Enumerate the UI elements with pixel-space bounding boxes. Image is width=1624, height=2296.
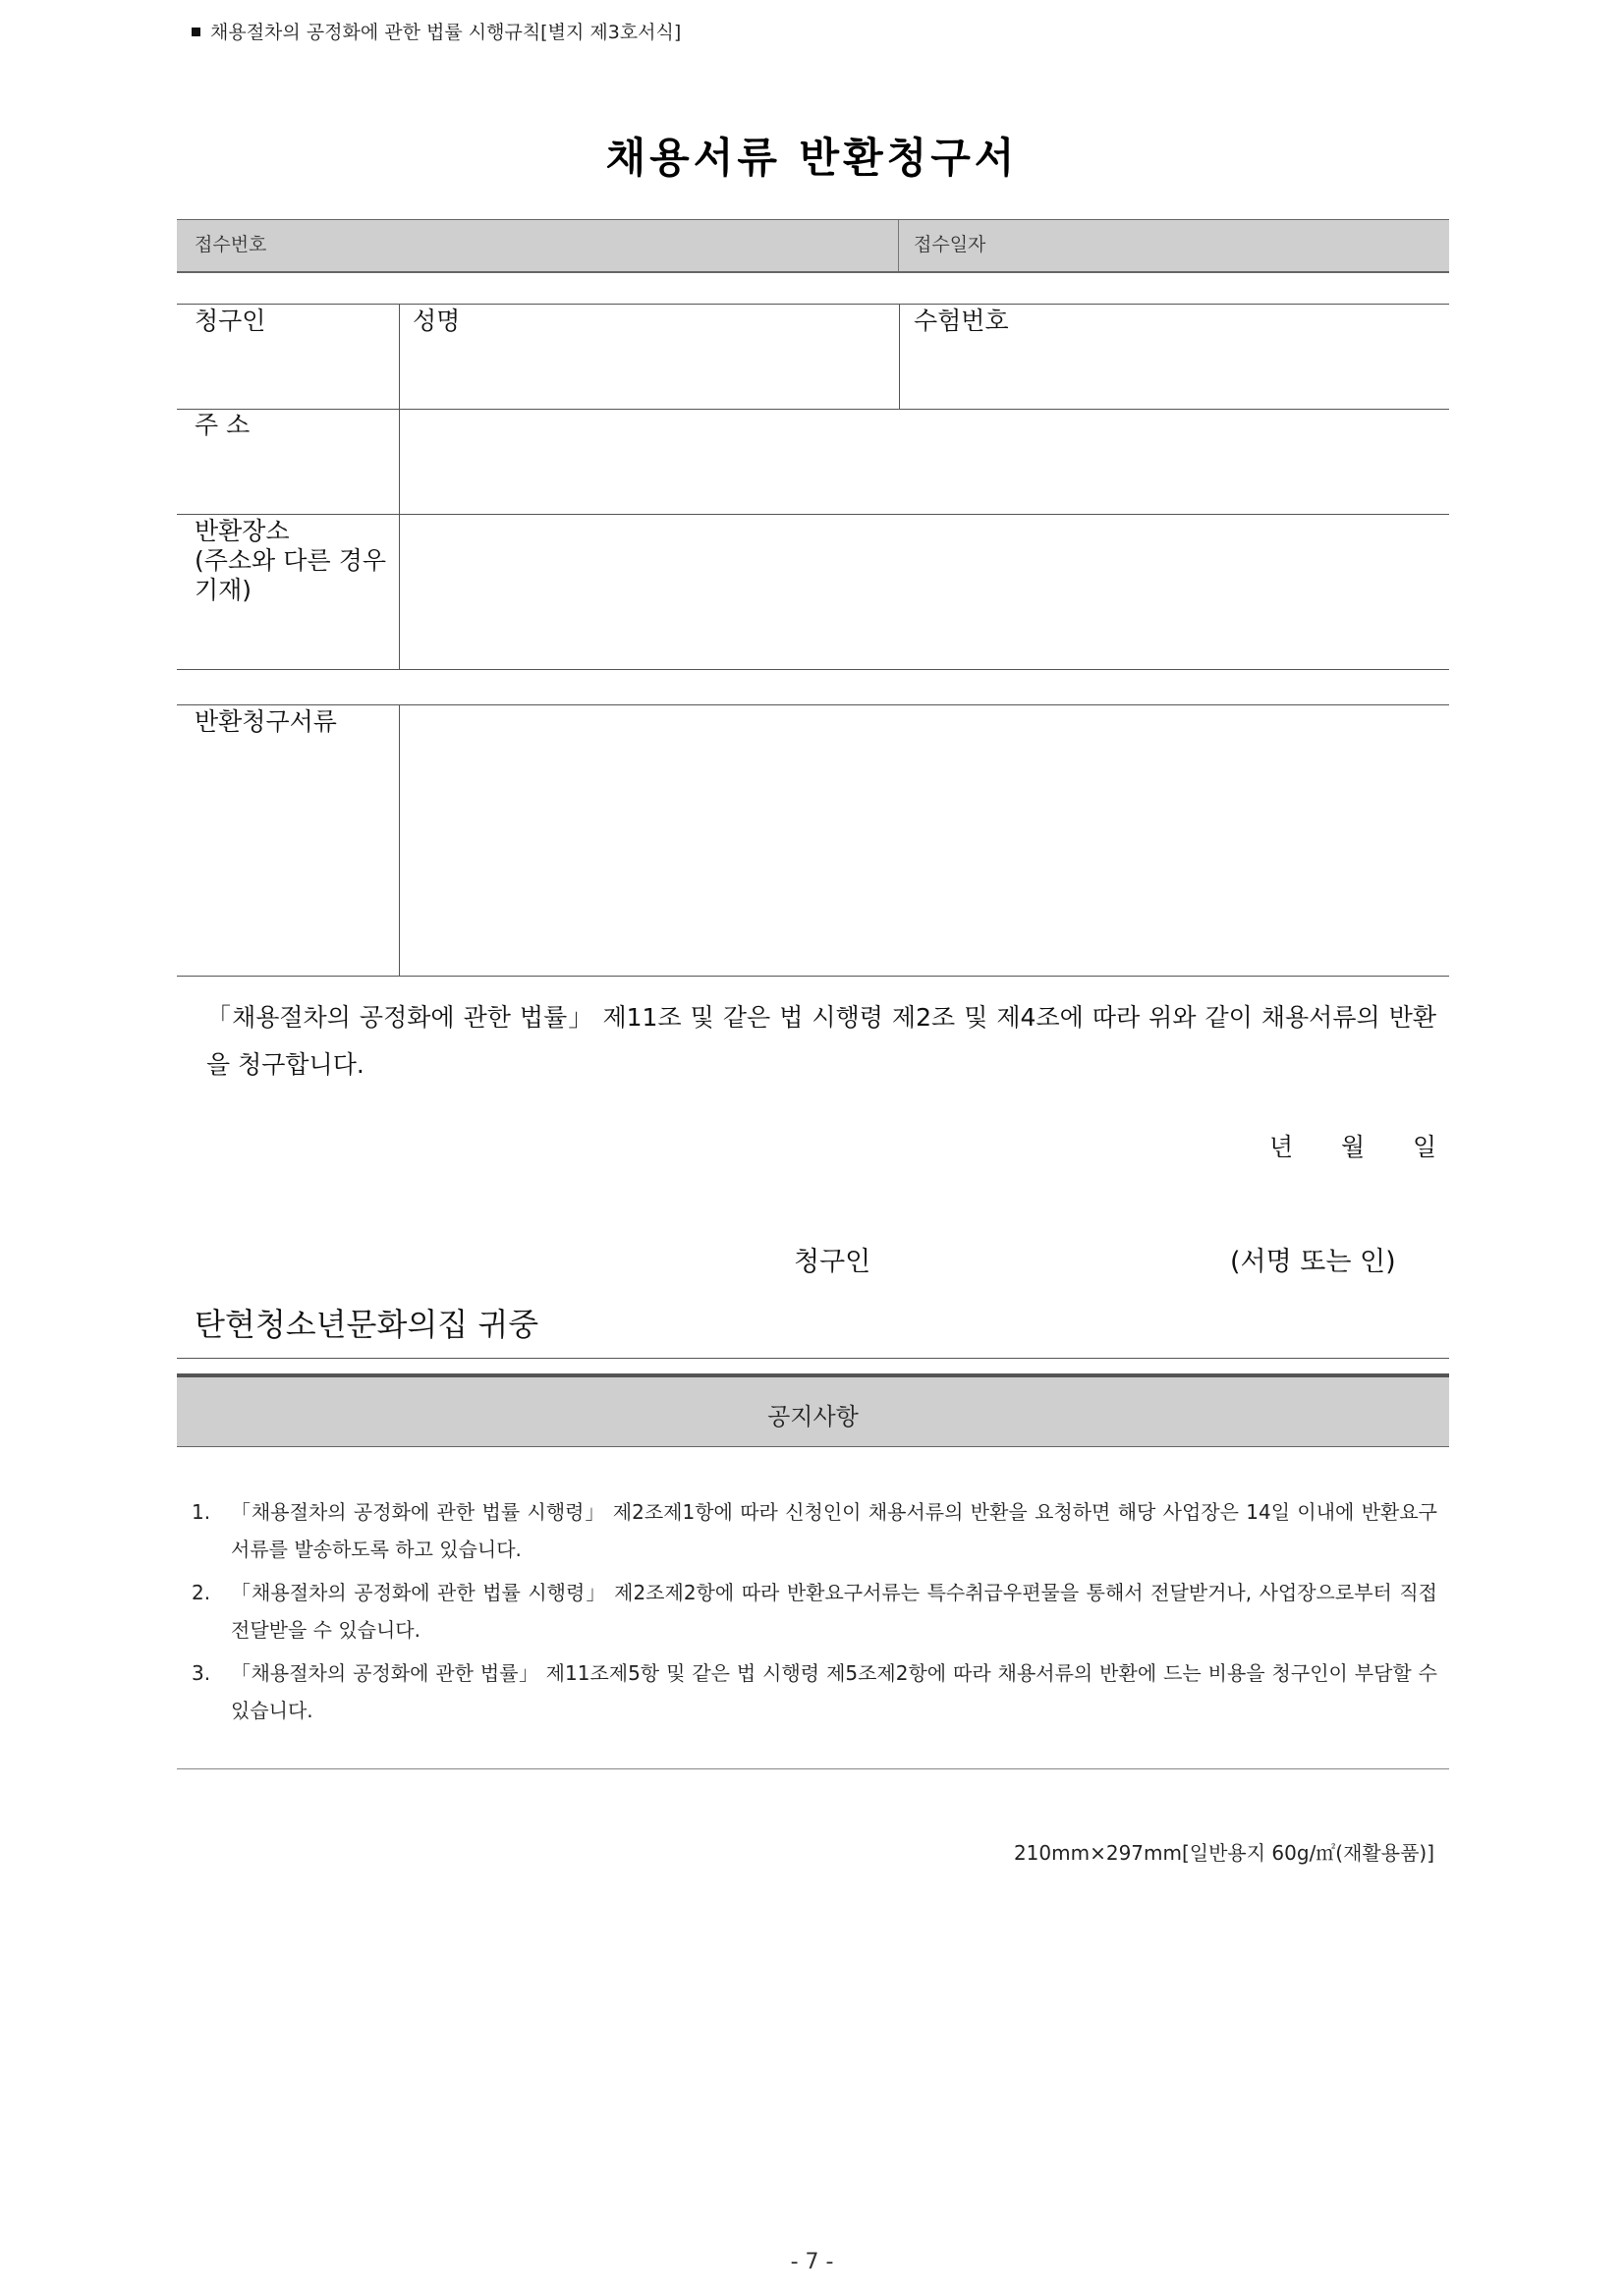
- documents-field[interactable]: [413, 717, 1434, 963]
- square-bullet-icon: [192, 28, 200, 36]
- declaration-text: 「채용절차의 공정화에 관한 법률」 제11조 및 같은 법 시행령 제2조 및 제4조에 따라 위와 같이 채용서류의 반환을 청구합니다.: [206, 1003, 1436, 1079]
- table-rule: [177, 304, 1449, 305]
- table-rule: [177, 976, 1449, 977]
- list-item-text: 「채용절차의 공정화에 관한 법률 시행령」 제2조제2항에 따라 반환요구서류는 특수취급우편물을 통해서 전달받거나, 사업장으로부터 직접 전달받을 수 있습니다.: [231, 1581, 1437, 1642]
- list-item-number: 3.: [192, 1661, 211, 1685]
- form-reference: [192, 18, 681, 44]
- list-item: [192, 1574, 1437, 1649]
- list-item-text: 「채용절차의 공정화에 관한 법률 시행령」 제2조제1항에 따라 신청인이 채용서류의 반환을 요청하면 해당 사업장은 14일 이내에 반환요구서류를 발송하도록 하고 있습니다.: [231, 1500, 1437, 1561]
- list-item-number: 1.: [192, 1500, 211, 1524]
- return-place-label: 반환장소: [195, 517, 290, 545]
- list-item-text: 「채용절차의 공정화에 관한 법률」 제11조제5항 및 같은 법 시행령 제5조제2항에 따라 채용서류의 반환에 드는 비용을 청구인이 부담할 수 있습니다.: [231, 1661, 1437, 1722]
- notice-bar: [177, 1373, 1449, 1447]
- recipient-rule: [177, 1358, 1449, 1359]
- list-item: [192, 1654, 1437, 1729]
- column-divider: [399, 304, 400, 669]
- receipt-date-label: 접수일자: [914, 234, 986, 255]
- address-field[interactable]: [413, 422, 1434, 501]
- column-divider: [899, 304, 900, 409]
- applicant-label: 청구인: [195, 307, 266, 335]
- notice-bottom-rule: [177, 1768, 1449, 1769]
- recipient-line: 탄현청소년문화의집 귀중: [195, 1306, 539, 1343]
- page-number: - 7 -: [790, 2250, 834, 2274]
- column-divider: [399, 704, 400, 976]
- list-item: [192, 1493, 1437, 1568]
- notice-title: 공지사항: [767, 1403, 859, 1430]
- form-title: 채용서류 반환청구서: [605, 134, 1019, 182]
- receipt-divider: [898, 220, 899, 271]
- table-rule: [177, 704, 1449, 705]
- receipt-bar: [177, 219, 1449, 273]
- date-year-label: 년: [1269, 1133, 1294, 1161]
- form-reference-text: 채용절차의 공정화에 관한 법률 시행규칙[별지 제3호서식]: [210, 22, 682, 43]
- name-field[interactable]: [413, 307, 460, 336]
- list-item-number: 2.: [192, 1581, 211, 1604]
- table-rule: [177, 409, 1449, 410]
- paper-spec: 210mm×297mm[일반용지 60g/㎡(재활용품)]: [1013, 1841, 1434, 1865]
- notice-list: [192, 1493, 1437, 1735]
- date-day-label: 일: [1413, 1133, 1437, 1161]
- table-rule: [177, 514, 1449, 515]
- return-place-field[interactable]: [413, 531, 1434, 658]
- signature-label: 청구인: [794, 1247, 871, 1277]
- date-month-label: 월: [1341, 1133, 1366, 1161]
- exam-number-field[interactable]: [914, 307, 1009, 336]
- exam-number-label: 수험번호: [914, 307, 1009, 335]
- return-place-note: (주소와 다른 경우 기재): [195, 546, 386, 604]
- name-label: 성명: [413, 307, 461, 335]
- documents-label: 반환청구서류: [195, 707, 337, 736]
- table-rule: [177, 669, 1449, 670]
- signature-hint: (서명 또는 인): [1230, 1247, 1396, 1277]
- receipt-number-label: 접수번호: [195, 234, 267, 255]
- address-label: 주 소: [195, 411, 251, 439]
